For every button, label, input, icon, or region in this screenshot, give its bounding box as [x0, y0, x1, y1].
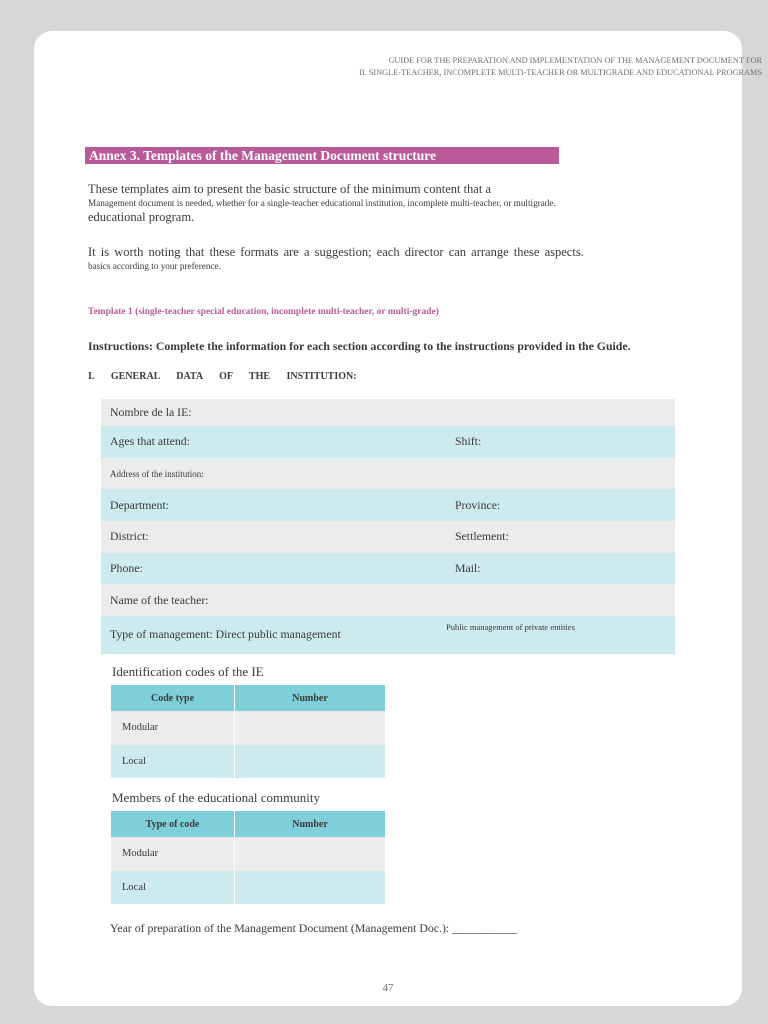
column-header-code-type: Code type [111, 685, 235, 711]
table-row [101, 584, 675, 616]
number-cell[interactable] [235, 711, 386, 745]
year-of-preparation-line[interactable]: Year of preparation of the Management Document (Management Doc.): ___________ [110, 921, 517, 935]
row-label: Modular [111, 837, 235, 871]
ages-field[interactable]: Ages that attend: [101, 426, 446, 458]
page-number: 47 [382, 982, 394, 994]
members-title: Members of the educational community [112, 790, 320, 805]
template-label: Template 1 (single-teacher special education, incomplete multi-teacher, or multi-grade) [88, 307, 439, 317]
management-private-option[interactable]: Public management of private entities [446, 616, 675, 654]
row-label: Modular [111, 711, 235, 745]
instructions: Instructions: Complete the information for each section according to the instructions provided in the Guide. [88, 339, 631, 353]
document-page [34, 31, 762, 1006]
number-cell[interactable] [235, 745, 386, 779]
table-row [101, 399, 675, 426]
province-field[interactable]: Province: [446, 489, 675, 521]
intro-paragraph-1 [88, 181, 648, 225]
number-cell[interactable] [235, 837, 386, 871]
table-row [101, 489, 675, 521]
running-header-line-1: GUIDE FOR THE PREPARATION AND IMPLEMENTATION OF THE MANAGEMENT DOCUMENT FOR [388, 56, 762, 65]
intro-p1-line-1: These templates aim to present the basic structure of the minimum content that a [88, 182, 492, 196]
management-type-field[interactable]: Type of management: Direct public management [101, 616, 446, 654]
general-data-table [101, 399, 675, 654]
intro-paragraph-2 [88, 244, 648, 272]
column-header-type-of-code: Type of code [111, 811, 235, 837]
department-field[interactable]: Department: [101, 489, 446, 521]
district-field[interactable]: District: [101, 521, 446, 553]
column-header-number: Number [235, 685, 386, 711]
annex-title: Annex 3. Templates of the Management Document structure [85, 147, 559, 164]
row-label: Local [111, 745, 235, 779]
table-row [101, 521, 675, 553]
table-row [111, 745, 386, 779]
intro-p1-line-2: Management document is needed, whether for a single-teacher educational institution, incomplete multi-teacher, or multigrade. [88, 198, 556, 208]
table-row [111, 837, 386, 871]
settlement-field[interactable]: Settlement: [446, 521, 675, 553]
row-label: Local [111, 871, 235, 905]
table-row [111, 871, 386, 905]
intro-p2-line-2: basics according to your preference. [88, 261, 221, 271]
intro-p1-line-3: educational program. [88, 210, 195, 224]
shift-field[interactable]: Shift: [446, 426, 675, 458]
column-header-number: Number [235, 811, 386, 837]
intro-p2-line-1: It is worth noting that these formats are a suggestion; each director can arrange these aspects. [88, 245, 584, 259]
table-row [101, 616, 675, 654]
table-row [101, 426, 675, 458]
ie-name-field[interactable]: Nombre de la IE: [101, 399, 675, 426]
mail-field[interactable]: Mail: [446, 553, 675, 585]
members-table [111, 811, 386, 904]
table-row [101, 458, 675, 490]
teacher-name-field[interactable]: Name of the teacher: [101, 584, 675, 616]
running-header [359, 55, 762, 79]
id-codes-title: Identification codes of the IE [112, 664, 264, 679]
table-row [111, 711, 386, 745]
id-codes-table [111, 685, 386, 778]
phone-field[interactable]: Phone: [101, 553, 446, 585]
number-cell[interactable] [235, 871, 386, 905]
table-header-row [111, 811, 386, 837]
running-header-line-2: II. SINGLE-TEACHER, INCOMPLETE MULTI-TEACHER OR MULTIGRADE AND EDUCATIONAL PROGRAMS [359, 68, 762, 77]
address-field[interactable]: Address of the institution: [101, 458, 675, 490]
table-row [101, 553, 675, 585]
table-header-row [111, 685, 386, 711]
section-heading: I. GENERAL DATA OF THE INSTITUTION: [88, 371, 357, 382]
